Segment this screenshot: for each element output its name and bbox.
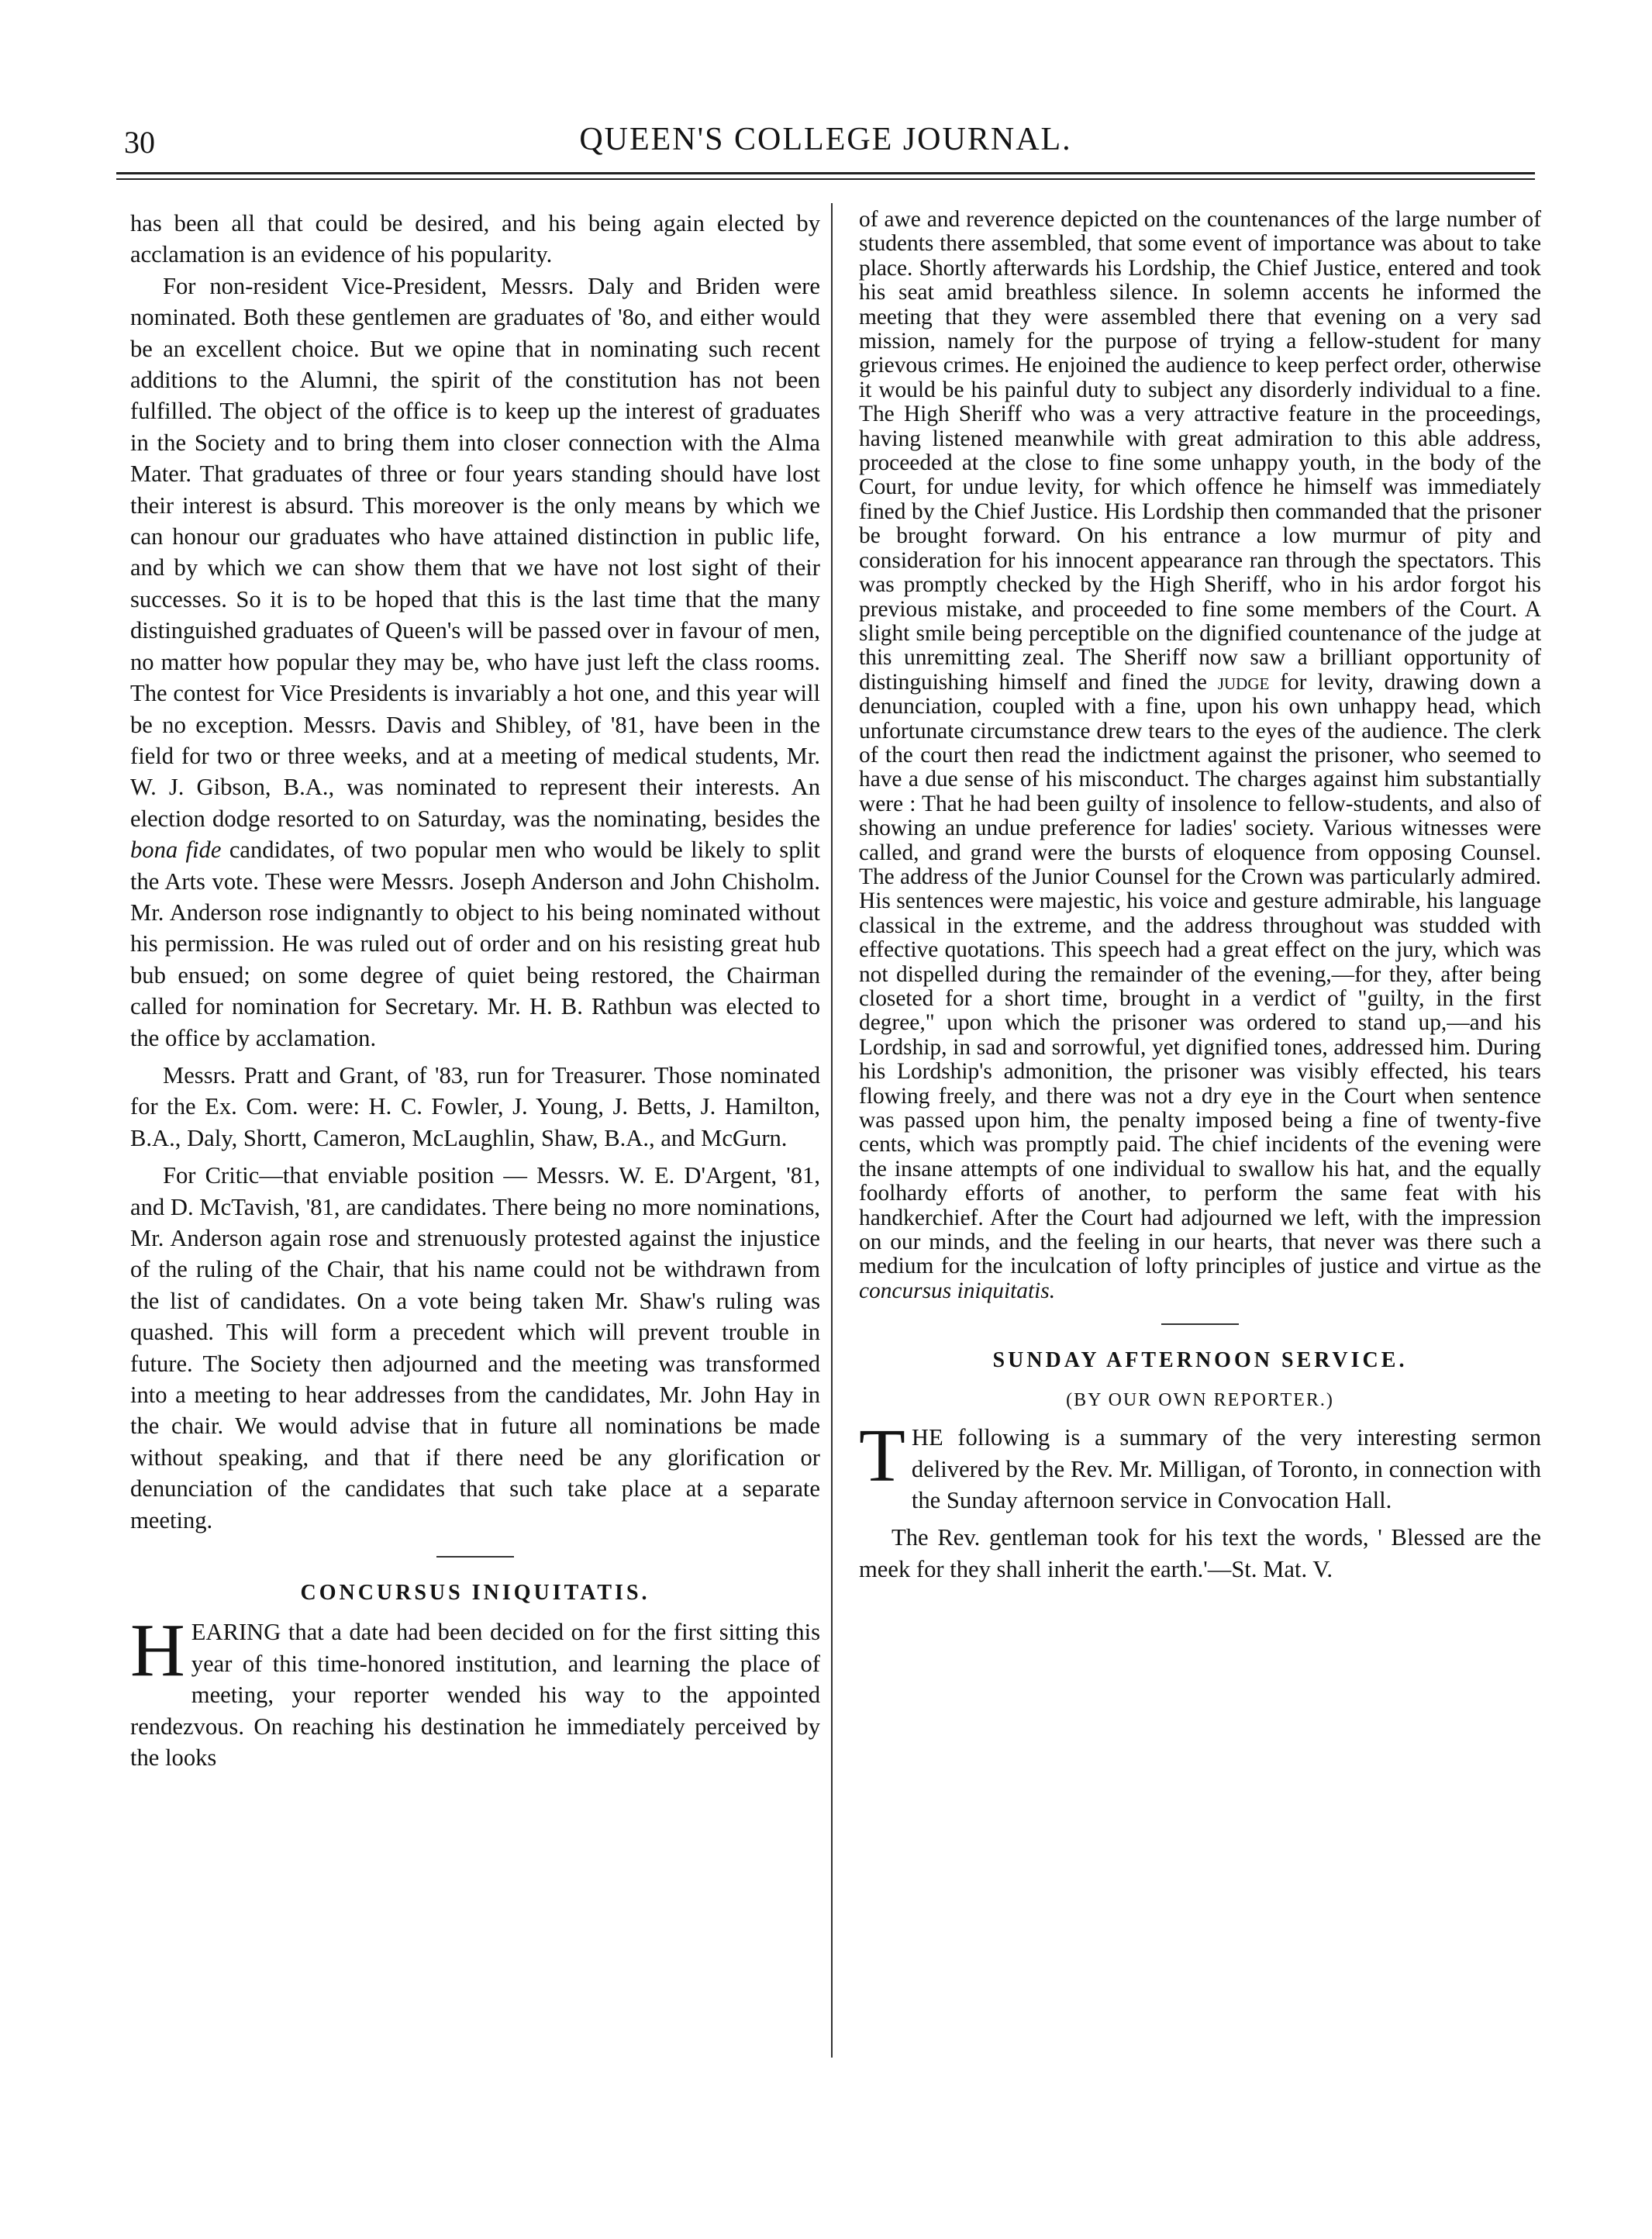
column-divider: [831, 203, 833, 2058]
section-divider: [436, 1556, 514, 1558]
section-heading: CONCURSUS INIQUITATIS.: [300, 1581, 650, 1606]
left-column: [130, 208, 820, 1774]
paragraph: has been all that could be desired, and his being again elected by acclamation is an evidence of his popularity.: [130, 210, 820, 268]
section-heading: SUNDAY AFTERNOON SERVICE.: [992, 1348, 1408, 1373]
section-divider: [1161, 1323, 1239, 1325]
right-column: [859, 208, 1541, 1585]
running-title: QUEEN'S COLLEGE JOURNAL.: [579, 122, 1072, 157]
byline: (BY OUR OWN REPORTER.): [1066, 1389, 1334, 1410]
paragraph: For Critic—that enviable position — Messrs. W. E. D'Argent, '81, and D. McTavish, '81, are candidates. There being no more nominations, Mr. Anderson again rose and strenuously protested against the injustice of the ruling of the Chair, that his name could not be withdrawn from the list of candidates. On a vote being taken Mr. Shaw's ruling was quashed. This will form a precedent which will prevent trouble in future. The Society then adjourned and the meeting was transformed into a meeting to hear addresses from the candidates, Mr. John Hay in the chair. We would advise that in future all nominations be made without speaking, and that if there need be any glorification or denunciation of the candidates that such take place at a separate meeting.: [130, 1162, 820, 1533]
small-caps-word: judge: [1217, 669, 1270, 695]
paragraph: For non-resident Vice-President, Messrs. Daly and Briden were nominated. Both these gentlemen are graduates of '8o, and either would be an excellent choice. But we opine that in nominating such recent additions to the Alumni, the spirit of the constitution has not been fulfilled. The object of the office is to keep up the interest of graduates in the Society and to bring them into closer connection with the Alma Mater. That graduates of three or four years standing should have lost their interest is absurd. This moreover is the only means by which we can honour our graduates who have attained distinction in public life, and by which we can show them that we have not lost sight of their successes. So it is to be hoped that this is the last time that the many distinguished graduates of Queen's will be passed over in favour of men, no matter how popular they may be, who have just left the class rooms. The contest for Vice Presidents is invariably a hot one, and this year will be no exception. Messrs. Davis and Shibley, of '81, have been in the field for two or three weeks, and at a meeting of medical students, Mr. W. J. Gibson, B.A., was nominated to represent their interests. An election dodge resorted to on Saturday, was the nominating, besides the bona fide candidates, of two popular men who would be likely to split the Arts vote. These were Messrs. Joseph Anderson and John Chisholm. Mr. Anderson rose indignantly to object to his being nominated without his permission. He was ruled out of order and on his resisting great hub bub ensued; on some degree of quiet being restored, the Chairman called for nomination for Secretary. Mr. H. B. Rathbun was elected to the office by acclamation.: [130, 272, 820, 1051]
paragraph: HEARING that a date had been decided on for the first sitting this year of this time-honored institution, and learning the place of meeting, your reporter wended his way to the appointed rendezvous. On reaching his destination he immediately perceived by the looks: [130, 1609, 820, 1772]
drop-cap: T: [859, 1414, 905, 1499]
paragraph: THE following is a summary of the very interesting sermon delivered by the Rev. Mr. Milligan, of Toronto, in connection with the Sunday afternoon service in Convocation Hall.: [859, 1414, 1541, 1513]
drop-cap: H: [130, 1609, 185, 1693]
italic-phrase: concursus iniquitatis.: [859, 1278, 1056, 1303]
page-number: 30: [124, 125, 155, 160]
italic-phrase: bona fide: [130, 837, 222, 864]
article-body: [859, 208, 1541, 1303]
header-rule-thin: [116, 178, 1535, 180]
paragraph: Messrs. Pratt and Grant, of '83, run for Treasurer. Those nominated for the Ex. Com. were: H. C. Fowler, J. Young, J. Betts, J. Hamilton, B.A., Daly, Shortt, Cameron, McLaughlin, Shaw, B.A., and McGurn.: [130, 1061, 820, 1151]
paragraph: of awe and reverence depicted on the countenances of the large number of students there assembled, that some event of importance was about to take place. Shortly afterwards his Lordship, the Chief Justice, entered and took his seat amid breathless silence. In solemn accents he informed the meeting that they were assembled there that evening on a very sad mission, namely for the purpose of trying a fellow-student for many grievous crimes. He enjoined the audience to keep perfect order, otherwise it would be his painful duty to subject any disorderly individual to a fine. The High Sheriff who was a very attractive feature in the proceedings, having listened meanwhile with great admiration to this able address, proceeded at the close to fine some unhappy youth, in the body of the Court, for undue levity, for which offence he himself was immediately fined by the Chief Justice. His Lordship then commanded that the prisoner be brought forward. On his entrance a low murmur of pity and consideration for his innocent appearance ran through the spectators. This was promptly checked by the High Sheriff, who in his ardor forgot his previous mistake, and proceeded to fine some members of the Court. A slight smile being perceptible on the dignified countenance of the judge at this unremitting zeal. The Sheriff now saw a brilliant opportunity of distinguishing himself and fined the judge for levity, drawing down a denunciation, coupled with a fine, upon his own unhappy head, which unfortunate circumstance drew tears to the eyes of the audience. The clerk of the court then read the indictment against the prisoner, who seemed to have a due sense of his misconduct. The charges against him substantially were : That he had been guilty of insolence to fellow-students, and also of showing an undue preference for ladies' society. Various witnesses were called, and grand were the bursts of eloquence from opposing Counsel. The address of the Junior Counsel for the Crown was particularly admired. His sentences were majestic, his voice and gesture admirable, his language classical in the extreme, and the address throughout was studded with effective quotations. This speech had a great effect on the jury, which was not dispelled during the remainder of the evening,—for they, after being closeted for a short time, brought in a verdict of "guilty, in the first degree," upon which the prisoner was ordered to stand up,—and his Lordship, in sad and sorrowful, yet dignified tones, addressed him. During his Lordship's admonition, the prisoner was visibly effected, his tears flowing freely, and there was not a dry eye in the Court when sentence was passed upon him, the penalty imposed being a fine of twenty-five cents, which was promptly paid. The chief incidents of the evening were the insane attempts of one individual to swallow his hat, and the equally foolhardy efforts of another, to perform the same feat with his handkerchief. After the Court had adjourned we left, with the impression on our minds, and the feeling in our hearts, that never was there such a medium for the inculcation of lofty principles of justice and virtue as the concursus iniquitatis.: [859, 207, 1541, 1303]
header-rule-thick: [116, 172, 1535, 174]
paragraph: The Rev. gentleman took for his text the words, ' Blessed are the meek for they shall inherit the earth.'—St. Mat. V.: [859, 1524, 1541, 1582]
